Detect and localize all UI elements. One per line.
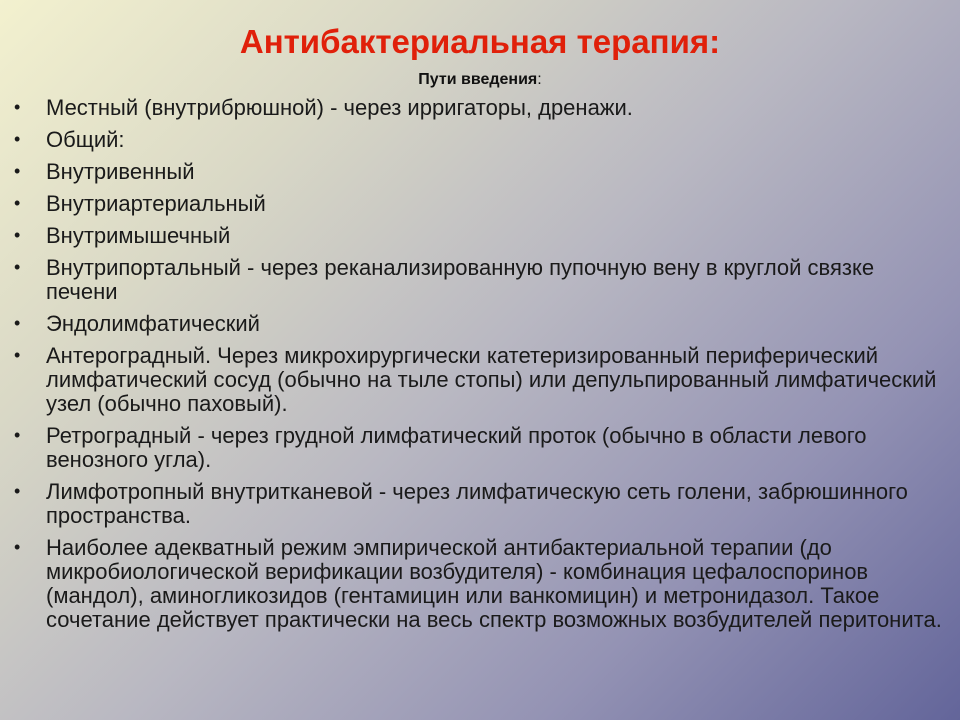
list-item [14,128,944,152]
bullet-icon: • [14,97,21,117]
bullet-icon: • [14,225,21,245]
list-item [14,536,944,632]
list-item-text: Наиболее адекватный режим эмпирической антибактериальной терапии (до микробиологической верификации возбудителя) - комбинация цефалоспоринов (мандол), аминогликозидов (гентамицин или ванкомицин) и метронидазол. Такое сочетание действует практически на весь спектр возможных возбудителей перитонита. [46,535,942,632]
list-item [14,424,944,472]
bullet-icon: • [14,193,21,213]
bullet-icon: • [14,257,21,277]
bullet-icon: • [14,481,21,501]
list-item [14,224,944,248]
list-item-text: Антероградный. Через микрохирургически катетеризированный периферический лимфатический сосуд (обычно на тыле стопы) или депульпированный лимфатический узел (обычно паховый). [46,343,937,416]
list-item [14,96,944,120]
list-item-text: Общий: [46,127,125,152]
list-item [14,160,944,184]
list-item-text: Ретроградный - через грудной лимфатический проток (обычно в области левого венозного угла). [46,423,867,472]
bullet-icon: • [14,129,21,149]
list-item [14,344,944,416]
bullet-list [14,96,944,640]
bullet-icon: • [14,537,21,557]
list-item-text: Внутримышечный [46,223,231,248]
subtitle-text: Пути введения [418,71,538,88]
bullet-icon: • [14,313,21,333]
list-item-text: Местный (внутрибрюшной) - через ирригаторы, дренажи. [46,95,633,120]
list-item-text: Внутриартериальный [46,191,266,216]
subtitle-colon: : [537,71,542,88]
list-item [14,256,944,304]
bullet-icon: • [14,161,21,181]
list-item [14,312,944,336]
bullet-icon: • [14,345,21,365]
list-item-text: Эндолимфатический [46,311,260,336]
bullet-icon: • [14,425,21,445]
slide-subtitle [0,70,960,90]
list-item [14,192,944,216]
slide-title: Антибактериальная терапия: [239,23,721,60]
list-item [14,480,944,528]
list-item-text: Лимфотропный внутритканевой - через лимфатическую сеть голени, забрюшинного пространства. [46,479,908,528]
list-item-text: Внутривенный [46,159,195,184]
list-item-text: Внутрипортальный - через реканализированную пупочную вену в круглой связке печени [46,255,875,304]
